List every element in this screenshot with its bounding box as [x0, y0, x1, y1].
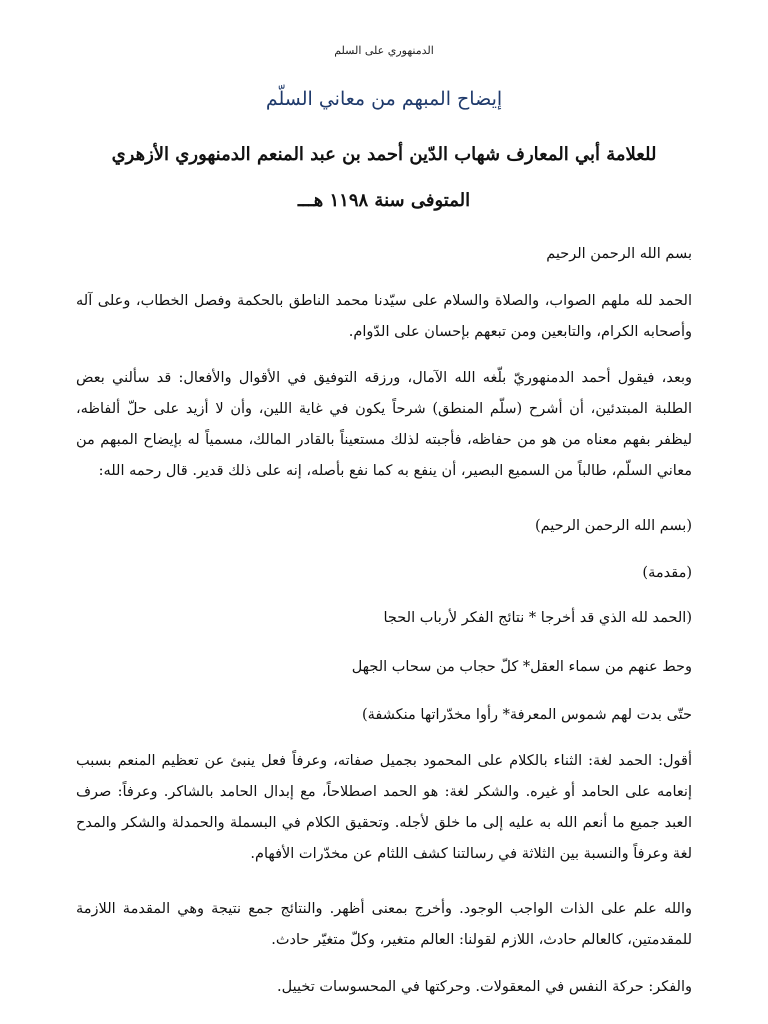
hamd-paragraph: الحمد لله ملهم الصواب، والصلاة والسلام على سيّدنا محمد الناطق بالحكمة وفصل الخطاب، وعلى آله وأصحابه الكرام، والتابعين ومن تبعهم بإحسان على الدّوام.: [76, 293, 692, 340]
aqulu-paragraph: أقول: الحمد لغة: الثناء بالكلام على المحمود بجميل صفاته، وعرفاً فعل ينبئ عن تعظيم المنعم بسبب إنعامه على الحامد أو غيره. والشكر لغة: هو الحمد اصطلاحاً، مع إبدال الحامد بالشاكر. وعرفاً: صرف العبد جميع ما أنعم الله به عليه إلى ما خلق لأجله. وتحقيق الكلام في البسملة والحمدلة والشكر والمدح لغة وعرفاً والنسبة بين الثلاثة في رسالتنا كشف اللثام عن مخدّرات الأفهام.: [76, 753, 692, 862]
basmala-quote-paragraph: (بسم الله الرحمن الرحيم): [534, 518, 692, 534]
verse-line-3: حتّى بدت لهم شموس المعرفة* رأوا مخدّراتها منكشفة): [361, 707, 692, 723]
death-date-line: المتوفى سنة ١١٩٨ هـــ: [297, 190, 471, 211]
author-line: للعلامة أبي المعارف شهاب الدّين أحمد بن عبد المنعم الدمنهوري الأزهري: [111, 144, 657, 165]
muqaddima-heading: (مقدمة): [642, 565, 692, 581]
intro-paragraph: وبعد، فيقول أحمد الدمنهوريّ بلّغه الله الآمال، ورزقه التوفيق في الأقوال والأفعال: قد سألني بعض الطلبة المبتدئين، أن أشرح (سلّم المنطق) شرحاً يكون في غاية اللين، وأن لا أزيد على حلّ ألفاظه، ليظفر بفهم معناه من هو من حفاظه، فأجبته لذلك مستعيناً بالقادر المالك، مسمياً له بإيضاح المبهم من معاني السلّم، طالباً من السميع البصير، أن ينفع به كما نفع بأصله، إنه على ذلك قدير. قال رحمه الله:: [76, 370, 692, 479]
verse-line-1: (الحمد لله الذي قد أخرجا * نتائج الفكر لأرباب الحجا: [383, 610, 692, 626]
allah-paragraph: والله علم على الذات الواجب الوجود. وأخرج بمعنى أظهر. والنتائج جمع نتيجة وهي المقدمة اللازمة للمقدمتين، كالعالم حادث، اللازم لقولنا: العالم متغير، وكلّ متغيّر حادث.: [76, 901, 692, 948]
book-title: إيضاح المبهم من معاني السلّم: [265, 88, 503, 110]
basmala-paragraph: بسم الله الرحمن الرحيم: [546, 246, 692, 262]
fikr-paragraph: والفكر: حركة النفس في المعقولات. وحركتها في المحسوسات تخييل.: [277, 979, 692, 995]
verse-line-2: وحط عنهم من سماء العقل* كلّ حجاب من سحاب الجهل: [351, 659, 692, 675]
running-header: الدمنهوري على السلم: [334, 44, 434, 57]
